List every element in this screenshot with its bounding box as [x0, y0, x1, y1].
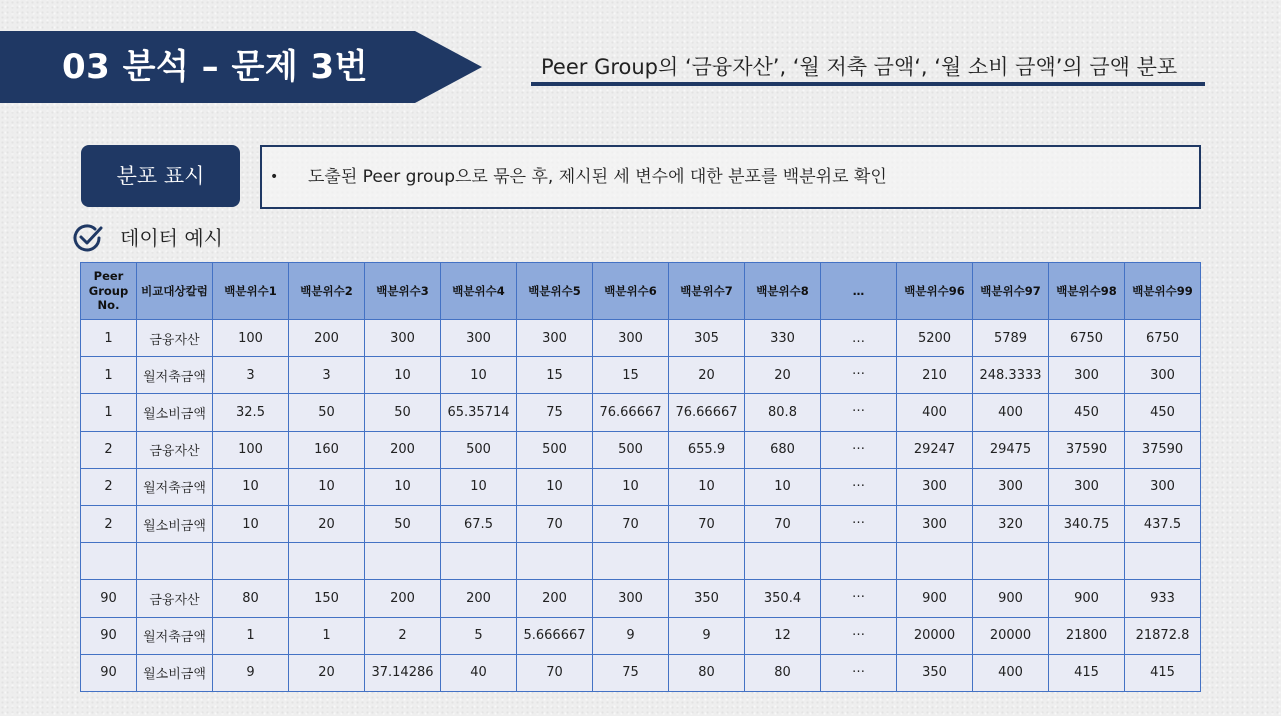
column-header: 백분위수99 [1125, 263, 1201, 320]
table-cell: 415 [1125, 654, 1201, 691]
table-cell: 2 [81, 468, 137, 505]
column-header: … [821, 263, 897, 320]
table-cell: 70 [669, 505, 745, 542]
column-header: 백분위수6 [593, 263, 669, 320]
table-cell [213, 543, 289, 580]
table-row [81, 394, 1201, 431]
table-cell: 32.5 [213, 394, 289, 431]
table-cell: 200 [365, 431, 441, 468]
table-cell: 6750 [1049, 320, 1125, 357]
table-cell: 300 [593, 320, 669, 357]
table-cell: 70 [745, 505, 821, 542]
description-box [260, 145, 1201, 209]
table-cell: 300 [897, 468, 973, 505]
table-cell: 300 [441, 320, 517, 357]
table-cell: 150 [289, 580, 365, 617]
table-row [81, 654, 1201, 691]
table-cell: 305 [669, 320, 745, 357]
table-cell: 월저축금액 [137, 357, 213, 394]
table-cell: 10 [593, 468, 669, 505]
table-cell [365, 543, 441, 580]
table-cell: 월저축금액 [137, 617, 213, 654]
table-cell: 200 [365, 580, 441, 617]
table-cell [289, 543, 365, 580]
table-cell: 200 [517, 580, 593, 617]
column-header: 백분위수3 [365, 263, 441, 320]
table-cell: 70 [517, 505, 593, 542]
table-cell: 680 [745, 431, 821, 468]
table-cell: 1 [81, 394, 137, 431]
table-cell [669, 543, 745, 580]
table-cell [1125, 543, 1201, 580]
table-cell: 75 [517, 394, 593, 431]
table-cell: 900 [973, 580, 1049, 617]
table-cell [1049, 543, 1125, 580]
bullet-marker: • [270, 169, 279, 185]
column-header: 백분위수98 [1049, 263, 1125, 320]
table-cell: 300 [593, 580, 669, 617]
table-cell: 80 [745, 654, 821, 691]
table-cell: 330 [745, 320, 821, 357]
table-row [81, 431, 1201, 468]
table-cell: 76.66667 [593, 394, 669, 431]
table-cell: 12 [745, 617, 821, 654]
table-cell: 500 [517, 431, 593, 468]
table-row [81, 505, 1201, 542]
table-cell: 21800 [1049, 617, 1125, 654]
table-cell: 437.5 [1125, 505, 1201, 542]
table-cell: 1 [213, 617, 289, 654]
table-cell: 6750 [1125, 320, 1201, 357]
table-cell: 655.9 [669, 431, 745, 468]
table-cell: 80.8 [745, 394, 821, 431]
table-row [81, 580, 1201, 617]
table-cell: 933 [1125, 580, 1201, 617]
percentile-table [80, 262, 1201, 692]
table-cell: 20 [669, 357, 745, 394]
table-cell [441, 543, 517, 580]
table-cell: 월소비금액 [137, 505, 213, 542]
table-cell: 450 [1049, 394, 1125, 431]
table-cell: 320 [973, 505, 1049, 542]
table-row [81, 543, 1201, 580]
table-cell: 76.66667 [669, 394, 745, 431]
table-cell: 90 [81, 617, 137, 654]
table-cell [973, 543, 1049, 580]
table-cell: 50 [365, 505, 441, 542]
table-cell: 10 [745, 468, 821, 505]
table-cell: 900 [897, 580, 973, 617]
table-cell: 50 [365, 394, 441, 431]
table-cell: … [821, 357, 897, 394]
table-cell: 37590 [1049, 431, 1125, 468]
table-cell: 900 [1049, 580, 1125, 617]
table-row [81, 617, 1201, 654]
table-cell: 5200 [897, 320, 973, 357]
table-cell: 300 [365, 320, 441, 357]
table-cell: 350 [669, 580, 745, 617]
table-cell: 415 [1049, 654, 1125, 691]
table-cell [517, 543, 593, 580]
table-cell: … [821, 468, 897, 505]
table-cell: 1 [289, 617, 365, 654]
column-header: 백분위수8 [745, 263, 821, 320]
column-header: 백분위수1 [213, 263, 289, 320]
table-cell: … [821, 431, 897, 468]
table-cell: 1 [81, 320, 137, 357]
table-cell: 3 [213, 357, 289, 394]
table-cell: 80 [669, 654, 745, 691]
table-cell: 10 [213, 468, 289, 505]
table-row [81, 320, 1201, 357]
table-cell: 248.3333 [973, 357, 1049, 394]
table-cell: 10 [517, 468, 593, 505]
example-label: 데이터 예시 [120, 226, 223, 250]
table-cell: … [821, 320, 897, 357]
table-cell: … [821, 505, 897, 542]
table-cell: 20 [289, 505, 365, 542]
table-cell: 90 [81, 580, 137, 617]
table-cell: 20 [745, 357, 821, 394]
table-cell: 금융자산 [137, 580, 213, 617]
table-cell: 400 [897, 394, 973, 431]
table-cell: 300 [897, 505, 973, 542]
table-cell: 1 [81, 357, 137, 394]
section-label: 분포 표시 [81, 145, 240, 207]
page-title: 03 분석 – 문제 3번 [62, 47, 369, 87]
table-cell: 70 [593, 505, 669, 542]
table-cell: … [821, 580, 897, 617]
table-cell: 80 [213, 580, 289, 617]
column-header: 백분위수4 [441, 263, 517, 320]
table-cell: 67.5 [441, 505, 517, 542]
table-cell: 29475 [973, 431, 1049, 468]
table-cell: 70 [517, 654, 593, 691]
table-cell: 2 [81, 431, 137, 468]
table-cell [137, 543, 213, 580]
column-header: 백분위수7 [669, 263, 745, 320]
table-cell: 90 [81, 654, 137, 691]
table-cell: 160 [289, 431, 365, 468]
table-cell: 금융자산 [137, 320, 213, 357]
table-cell: 350 [897, 654, 973, 691]
table-cell: 20000 [897, 617, 973, 654]
table-cell: 300 [1049, 357, 1125, 394]
table-cell: 300 [973, 468, 1049, 505]
table-cell: … [821, 654, 897, 691]
table-cell: 300 [517, 320, 593, 357]
table-cell: 65.35714 [441, 394, 517, 431]
table-cell: 15 [517, 357, 593, 394]
table-cell: 3 [289, 357, 365, 394]
column-header: 백분위수96 [897, 263, 973, 320]
table-cell: 20 [289, 654, 365, 691]
table-cell: 10 [441, 468, 517, 505]
page-subtitle: Peer Group의 ‘금융자산’, ‘월 저축 금액‘, ‘월 소비 금액’의 금액 분포 [531, 48, 1205, 86]
table-cell: 2 [81, 505, 137, 542]
table-cell: 400 [973, 654, 1049, 691]
table-cell: 450 [1125, 394, 1201, 431]
table-cell: 100 [213, 431, 289, 468]
table-cell: 100 [213, 320, 289, 357]
table-cell: 10 [365, 357, 441, 394]
table-cell: 20000 [973, 617, 1049, 654]
table-cell: 2 [365, 617, 441, 654]
table-cell: … [821, 394, 897, 431]
table-cell: 9 [213, 654, 289, 691]
table-cell: 210 [897, 357, 973, 394]
table-cell [821, 543, 897, 580]
table-cell: 15 [593, 357, 669, 394]
table-cell: 340.75 [1049, 505, 1125, 542]
table-cell: 21872.8 [1125, 617, 1201, 654]
table-cell [897, 543, 973, 580]
table-row [81, 357, 1201, 394]
table-cell [745, 543, 821, 580]
column-header: 백분위수5 [517, 263, 593, 320]
table-cell: 400 [973, 394, 1049, 431]
table-cell: 10 [365, 468, 441, 505]
table-cell: 10 [289, 468, 365, 505]
table-cell: 300 [1125, 468, 1201, 505]
table-cell: 10 [213, 505, 289, 542]
table-cell: 500 [593, 431, 669, 468]
table-cell: 75 [593, 654, 669, 691]
check-circle-icon [72, 224, 104, 252]
description-text: 도출된 Peer group으로 묶은 후, 제시된 세 변수에 대한 분포를 백분위로 확인 [308, 167, 887, 187]
table-cell: 금융자산 [137, 431, 213, 468]
column-header: 백분위수97 [973, 263, 1049, 320]
table-cell: 월저축금액 [137, 468, 213, 505]
table-cell: 5.666667 [517, 617, 593, 654]
table-cell: 5789 [973, 320, 1049, 357]
column-header: Peer Group No. [81, 263, 137, 320]
table-cell [593, 543, 669, 580]
table-header-row [81, 263, 1201, 320]
table-cell: 37.14286 [365, 654, 441, 691]
table-cell: 200 [289, 320, 365, 357]
table-cell: 5 [441, 617, 517, 654]
table-cell: 50 [289, 394, 365, 431]
table-cell: 9 [669, 617, 745, 654]
table-cell: 350.4 [745, 580, 821, 617]
table-cell: … [821, 617, 897, 654]
table-cell: 37590 [1125, 431, 1201, 468]
table-cell: 200 [441, 580, 517, 617]
table-cell: 29247 [897, 431, 973, 468]
table-cell: 월소비금액 [137, 394, 213, 431]
table-cell: 500 [441, 431, 517, 468]
table-cell: 월소비금액 [137, 654, 213, 691]
table-cell: 10 [441, 357, 517, 394]
table-cell: 300 [1049, 468, 1125, 505]
table-row [81, 468, 1201, 505]
table-cell: 10 [669, 468, 745, 505]
column-header: 백분위수2 [289, 263, 365, 320]
table-cell: 300 [1125, 357, 1201, 394]
table-cell: 9 [593, 617, 669, 654]
table-cell: 40 [441, 654, 517, 691]
table-cell [81, 543, 137, 580]
column-header: 비교대상칼럼 [137, 263, 213, 320]
